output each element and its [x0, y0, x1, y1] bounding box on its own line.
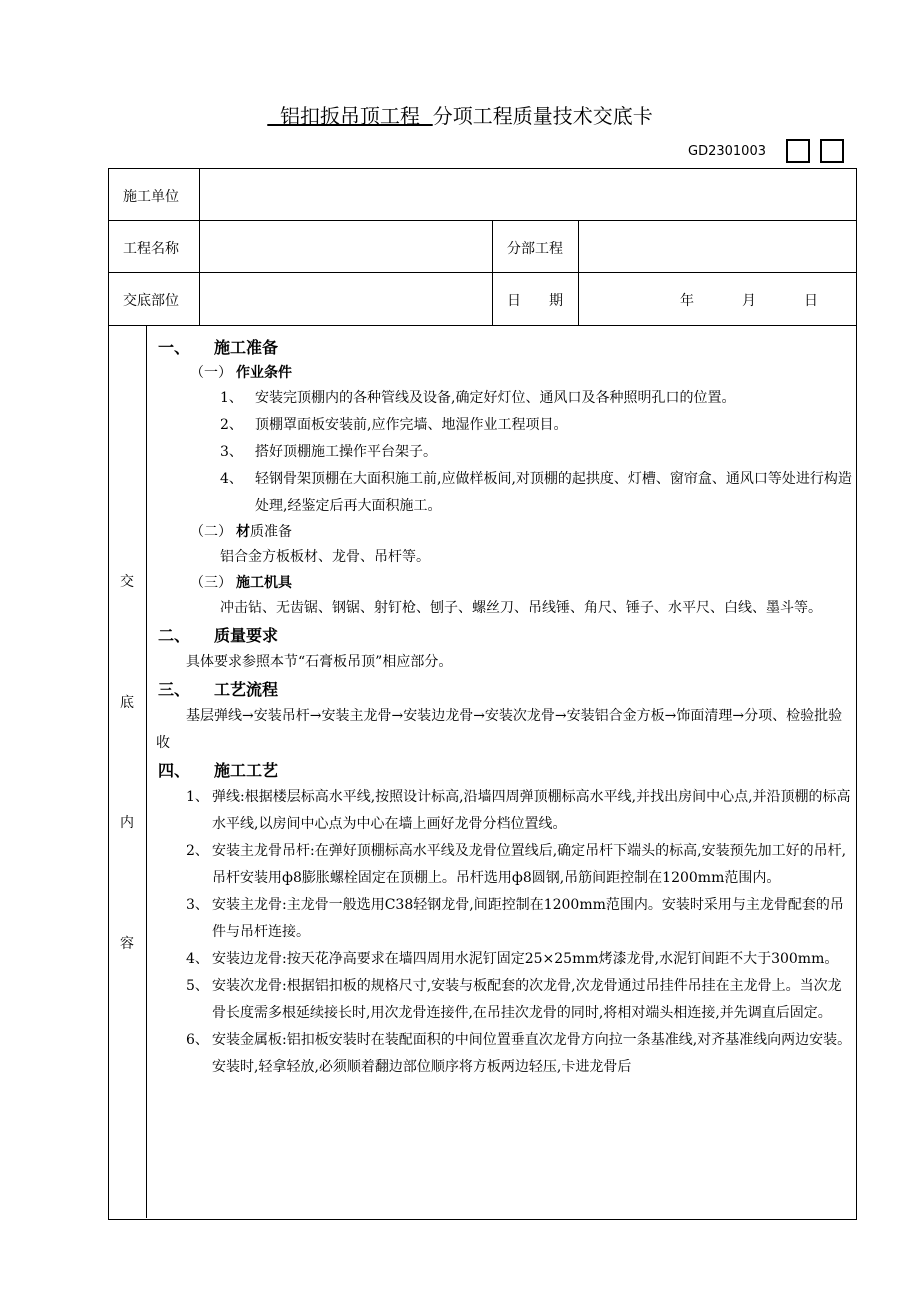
section-number: 三、 [158, 680, 191, 699]
subsection-title-rest: 质准备 [250, 524, 292, 540]
item-number: 5、 [186, 978, 209, 994]
item-number: 2、 [186, 843, 209, 859]
section-heading [148, 622, 854, 649]
item-text: 安装主龙骨吊杆:在弹好顶棚标高水平线及龙骨位置线后,确定吊杆下端头的标高,安装预先加工好的吊杆,吊杆安装用ф8膨胀螺栓固定在顶棚上。吊杆选用ф8圆钢,吊筋间距控制在1200mm范围内。 [212, 843, 847, 886]
row-divider [108, 325, 856, 326]
subsection-number: （三） [190, 575, 232, 591]
item-text: 安装主龙骨:主龙骨一般选用C38轻钢龙骨,间距控制在1200mm范围内。安装时采用与主龙骨配套的吊件与吊杆连接。 [212, 897, 844, 940]
process-flow-text: 基层弹线→安装吊杆→安装主龙骨→安装边龙骨→安装次龙骨→安装铝合金方板→饰面清理→分项、检验批验收 [156, 708, 843, 751]
col-divider [578, 220, 579, 325]
col-divider [492, 220, 493, 325]
section-number: 一、 [158, 338, 191, 357]
col-divider [199, 168, 200, 325]
list-item [148, 412, 854, 439]
checkbox-2[interactable] [820, 139, 844, 163]
subsection-number: （一） [190, 365, 232, 381]
item-text: 弹线:根据楼层标高水平线,按照设计标高,沿墙四周弹顶棚标高水平线,并找出房间中心点,并沿顶棚的标高水平线,以房间中心点为中心在墙上画好龙骨分档位置线。 [212, 789, 851, 832]
label-construction-unit: 施工单位 [123, 189, 179, 205]
subsection-number: （二） [190, 524, 232, 540]
item-text: 轻钢骨架顶棚在大面积施工前,应做样板间,对顶棚的起拱度、灯槽、窗帘盒、通风口等处进行构造处理,经鉴定后再大面积施工。 [255, 471, 852, 514]
list-item [148, 946, 854, 973]
tools-text: 冲击钻、无齿锯、钢锯、射钉枪、刨子、螺丝刀、吊线锤、角尺、锤子、水平尺、白线、墨斗等。 [220, 600, 822, 616]
subsection-title: 作业条件 [236, 365, 292, 381]
date-month: 月 [742, 293, 756, 309]
item-number: 4、 [220, 471, 243, 487]
item-number: 6、 [186, 1032, 209, 1048]
document-title [0, 100, 920, 129]
side-label-char: 容 [120, 936, 134, 952]
title-text: 分项工程质量技术交底卡 [432, 104, 653, 128]
item-text: 安装完顶棚内的各种管线及设备,确定好灯位、通风口及各种照明孔口的位置。 [255, 390, 736, 406]
item-text: 安装边龙骨:按天花净高要求在墙四周用水泥钉固定25×25mm烤漆龙骨,水泥钉间距不大于300mm。 [212, 951, 839, 967]
quality-text: 具体要求参照本节“石膏板吊顶”相应部分。 [186, 654, 453, 670]
subsection-heading [148, 520, 854, 544]
list-item [148, 466, 854, 520]
item-number: 3、 [186, 897, 209, 913]
list-item [148, 784, 854, 838]
section-title: 工艺流程 [214, 680, 279, 699]
subsection-title: 施工机具 [236, 575, 292, 591]
item-text: 顶棚罩面板安装前,应作完墙、地湿作业工程项目。 [255, 417, 568, 433]
form-code: GD2301003 [688, 144, 766, 159]
section-heading [148, 676, 854, 703]
list-item [148, 838, 854, 892]
section-title: 施工工艺 [214, 761, 279, 780]
item-number: 1、 [186, 789, 209, 805]
side-label-char: 内 [120, 815, 134, 831]
checkbox-1[interactable] [786, 139, 810, 163]
list-item [148, 439, 854, 466]
label-sub-project: 分部工程 [507, 241, 563, 257]
section-title: 质量要求 [214, 626, 279, 645]
list-item [148, 385, 854, 412]
item-number: 4、 [186, 951, 209, 967]
section-heading [148, 334, 854, 361]
item-number: 1、 [220, 390, 243, 406]
item-number: 2、 [220, 417, 243, 433]
label-project-name: 工程名称 [123, 241, 179, 257]
section-number: 四、 [158, 761, 191, 780]
label-date: 日 期 [507, 293, 563, 309]
col-divider [146, 325, 147, 1218]
subsection-heading [148, 571, 854, 595]
handover-content [148, 330, 854, 1081]
item-number: 3、 [220, 444, 243, 460]
row-divider [108, 220, 856, 221]
side-label-char: 底 [120, 695, 134, 711]
section-number: 二、 [158, 626, 191, 645]
label-handover-part: 交底部位 [123, 293, 179, 309]
item-text: 搭好顶棚施工操作平台架子。 [255, 444, 437, 460]
item-text: 安装次龙骨:根据铝扣板的规格尺寸,安装与板配套的次龙骨,次龙骨通过吊挂件吊挂在主龙骨上。当次龙骨长度需多根延续接长时,用次龙骨连接件,在吊挂次龙骨的同时,将相对端头相连接,并先调直后固定。 [212, 978, 842, 1021]
item-text: 安装金属板:铝扣板安装时在装配面积的中间位置垂直次龙骨方向拉一条基准线,对齐基准线向两边安装。安装时,轻拿轻放,必须顺着翻边部位顺序将方板两边轻压,卡进龙骨后 [212, 1032, 852, 1075]
date-day: 日 [804, 293, 818, 309]
date-year: 年 [680, 293, 694, 309]
list-item [148, 892, 854, 946]
title-project-name: 铝扣扳吊顶工程 [267, 104, 433, 128]
list-item [148, 1027, 854, 1081]
subsection-heading [148, 361, 854, 385]
side-label-char: 交 [120, 574, 134, 590]
subsection-title: 材 [236, 524, 250, 540]
section-title: 施工准备 [214, 338, 279, 357]
list-item [148, 973, 854, 1027]
section-heading [148, 757, 854, 784]
row-divider [108, 272, 856, 273]
materials-text: 铝合金方板板材、龙骨、吊杆等。 [220, 549, 430, 565]
